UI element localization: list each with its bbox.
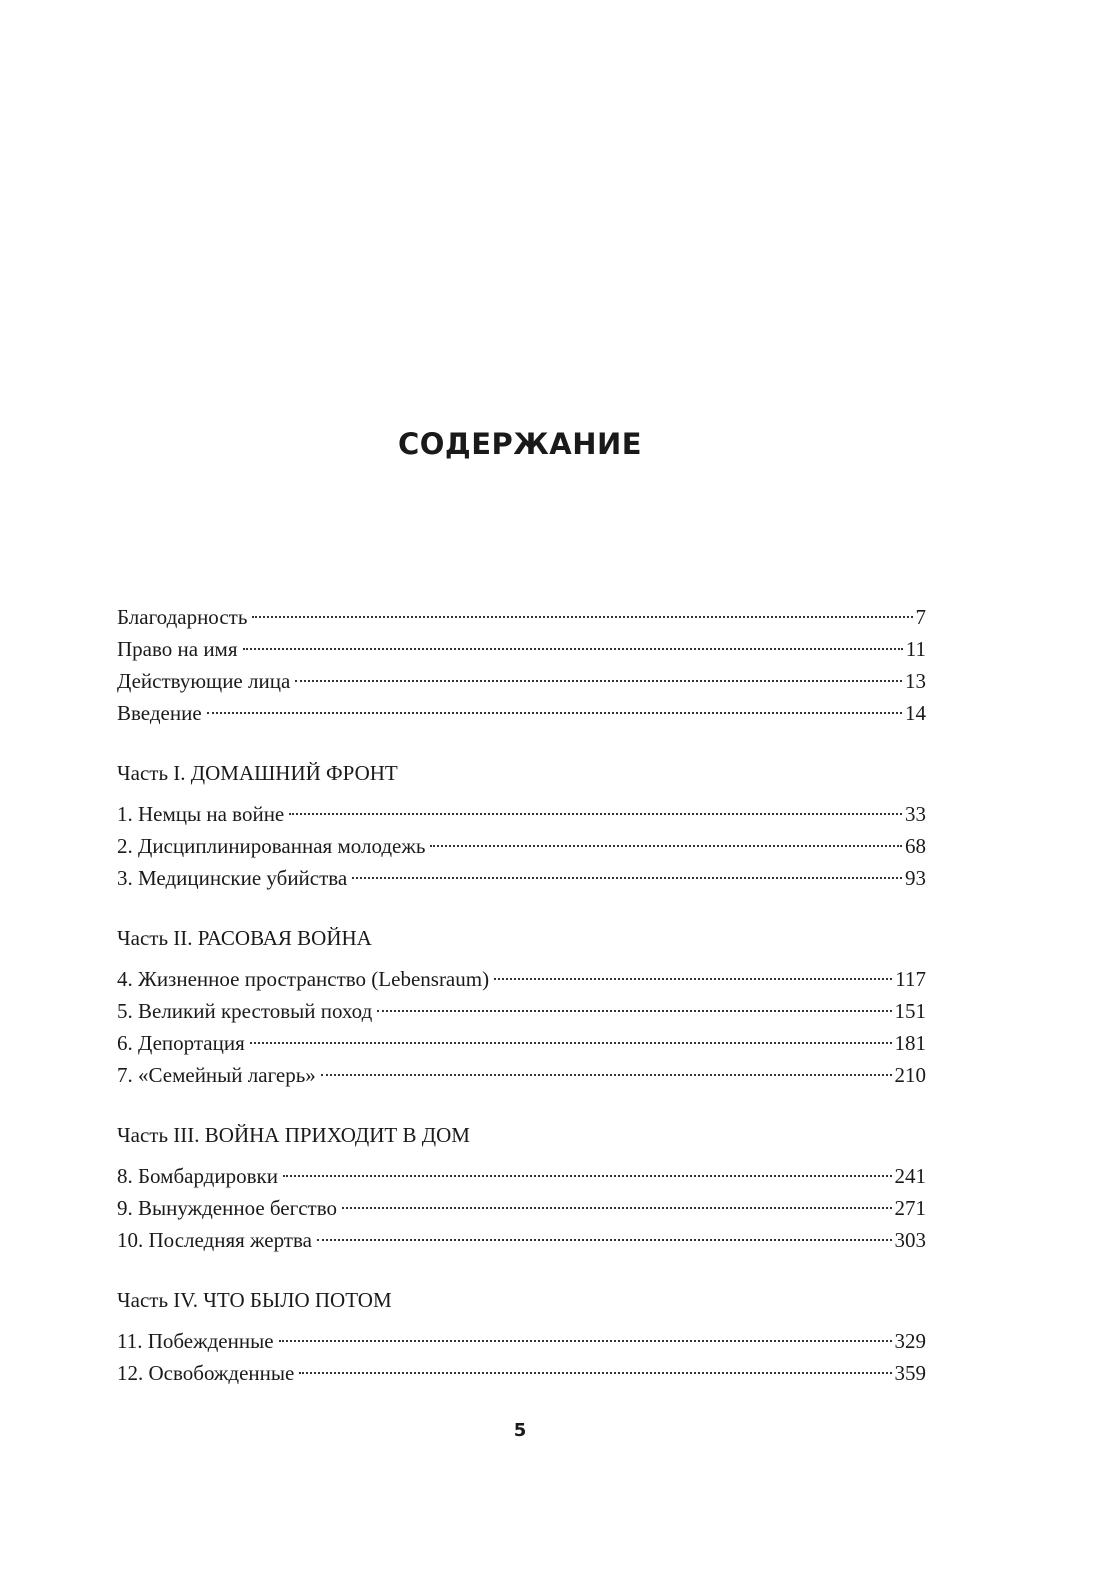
toc-entry-chapter-8[interactable]	[117, 1160, 926, 1192]
dot-leader	[289, 813, 902, 815]
table-of-contents	[117, 601, 926, 1389]
toc-entry-page: 181	[894, 1031, 926, 1055]
page-title: СОДЕРЖАНИЕ	[397, 427, 643, 462]
part-heading-1: Часть I. ДОМАШНИЙ ФРОНТ	[117, 761, 398, 785]
toc-entry-chapter-3[interactable]	[117, 862, 926, 894]
toc-entry-chapter-4[interactable]	[117, 963, 926, 995]
dot-leader	[494, 978, 892, 980]
toc-entry-right-to-name[interactable]	[117, 633, 926, 665]
dot-leader	[317, 1239, 892, 1241]
part-heading-4: Часть IV. ЧТО БЫЛО ПОТОМ	[117, 1288, 392, 1312]
toc-entry-page: 33	[905, 802, 926, 826]
part-heading-3: Часть III. ВОЙНА ПРИХОДИТ В ДОМ	[117, 1123, 470, 1147]
toc-entry-label: 10. Последняя жертва	[117, 1228, 312, 1252]
toc-entry-page: 241	[894, 1164, 926, 1188]
toc-entry-page: 68	[905, 834, 926, 858]
toc-entry-page: 7	[915, 605, 926, 629]
toc-entry-page: 271	[894, 1196, 926, 1220]
dot-leader	[243, 648, 903, 650]
toc-entry-page: 93	[905, 866, 926, 890]
toc-entry-chapter-1[interactable]	[117, 798, 926, 830]
page-number: 5	[513, 1420, 527, 1441]
toc-entry-label: 3. Медицинские убийства	[117, 866, 348, 890]
toc-entry-label: Благодарность	[117, 605, 248, 629]
toc-entry-chapter-2[interactable]	[117, 830, 926, 862]
toc-entry-page: 14	[905, 701, 926, 725]
toc-entry-chapter-10[interactable]	[117, 1224, 926, 1256]
toc-entry-chapter-11[interactable]	[117, 1325, 926, 1357]
toc-entry-chapter-9[interactable]	[117, 1192, 926, 1224]
dot-leader	[250, 1042, 892, 1044]
toc-entry-label: Введение	[117, 701, 202, 725]
toc-entry-label: 12. Освобожденные	[117, 1361, 295, 1385]
toc-entry-label: Право на имя	[117, 637, 238, 661]
toc-entry-label: 9. Вынужденное бегство	[117, 1196, 338, 1220]
dot-leader	[352, 877, 902, 879]
toc-entry-label: 2. Дисциплинированная молодежь	[117, 834, 426, 858]
dot-leader	[283, 1175, 892, 1177]
dot-leader	[430, 845, 902, 847]
toc-entry-page: 329	[894, 1329, 926, 1353]
toc-entry-page: 151	[894, 999, 926, 1023]
toc-entry-page: 210	[894, 1063, 926, 1087]
toc-entry-chapter-7[interactable]	[117, 1059, 926, 1091]
toc-entry-page: 117	[895, 967, 926, 991]
dot-leader	[299, 1372, 891, 1374]
toc-entry-label: 5. Великий крестовый поход	[117, 999, 373, 1023]
dot-leader	[321, 1074, 892, 1076]
toc-entry-label: 4. Жизненное пространство (Lebensraum)	[117, 967, 490, 991]
toc-entry-page: 11	[905, 637, 926, 661]
dot-leader	[377, 1010, 891, 1012]
toc-entry-page: 303	[894, 1228, 926, 1252]
toc-entry-label: 8. Бомбардировки	[117, 1164, 278, 1188]
toc-entry-page: 13	[905, 669, 926, 693]
dot-leader	[252, 616, 912, 618]
toc-entry-characters[interactable]	[117, 665, 926, 697]
dot-leader	[207, 712, 902, 714]
toc-entry-chapter-5[interactable]	[117, 995, 926, 1027]
dot-leader	[295, 680, 902, 682]
toc-entry-introduction[interactable]	[117, 697, 926, 729]
toc-entry-label: 11. Побежденные	[117, 1329, 274, 1353]
toc-entry-page: 359	[894, 1361, 926, 1385]
toc-entry-chapter-12[interactable]	[117, 1357, 926, 1389]
toc-entry-acknowledgements[interactable]	[117, 601, 926, 633]
part-heading-2: Часть II. РАСОВАЯ ВОЙНА	[117, 926, 372, 950]
toc-entry-label: 1. Немцы на войне	[117, 802, 285, 826]
dot-leader	[342, 1207, 891, 1209]
toc-entry-label: Действующие лица	[117, 669, 291, 693]
toc-entry-chapter-6[interactable]	[117, 1027, 926, 1059]
toc-entry-label: 7. «Семейный лагерь»	[117, 1063, 316, 1087]
dot-leader	[279, 1340, 892, 1342]
toc-entry-label: 6. Депортация	[117, 1031, 245, 1055]
